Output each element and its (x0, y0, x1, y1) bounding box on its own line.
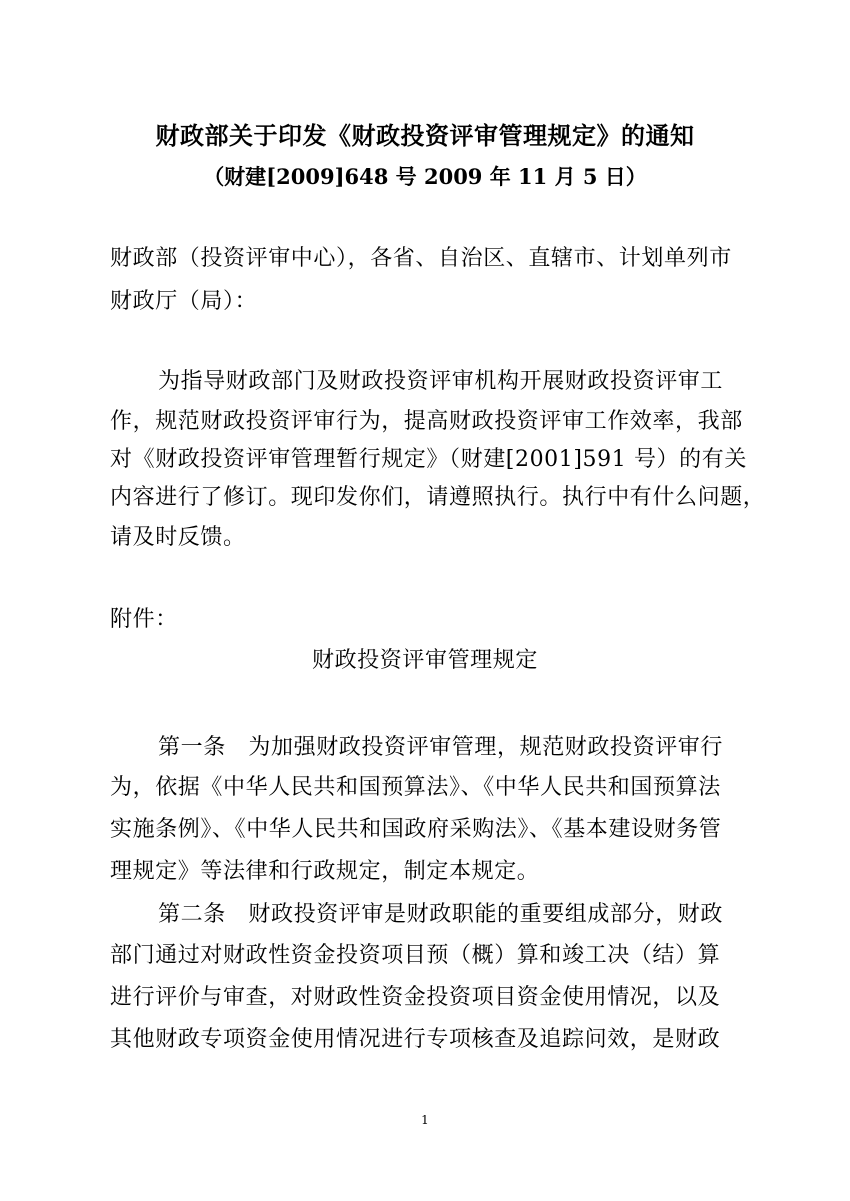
addressee-line: 财政部（投资评审中心），各省、自治区、直辖市、计划单列市 (110, 246, 732, 271)
addressee-line: 财政厅（局）： (110, 289, 258, 314)
page-number: 1 (421, 1113, 429, 1127)
article-1-line: 理规定》等法律和行政规定，制定本规定。 (110, 859, 540, 884)
article-1-line: 第一条 为加强财政投资评审管理，规范财政投资评审行 (158, 735, 724, 760)
article-1-line: 实施条例》、《中华人民共和国政府采购法》、《基本建设财务管 (110, 817, 722, 842)
intro-paragraph-line: 对《财政投资评审管理暂行规定》（财建[2001]591 号）的有关 (110, 447, 747, 472)
attachment-label: 附件： (110, 607, 178, 632)
attachment-title: 财政投资评审管理规定 (311, 648, 538, 673)
document-title: 财政部关于印发《财政投资评审管理规定》的通知 (155, 121, 695, 150)
document-subtitle: （财建[2009]648 号 2009 年 11 月 5 日） (203, 164, 647, 189)
article-1-line: 为，依据《中华人民共和国预算法》、《中华人民共和国预算法 (110, 775, 721, 800)
article-2-line: 第二条 财政投资评审是财政职能的重要组成部分，财政 (158, 902, 724, 927)
article-2-line: 其他财政专项资金使用情况进行专项核查及追踪问效，是财政 (110, 1027, 721, 1052)
article-2-line: 部门通过对财政性资金投资项目预（概）算和竣工决（结）算 (110, 943, 721, 968)
intro-paragraph-line: 为指导财政部门及财政投资评审机构开展财政投资评审工 (158, 369, 724, 394)
article-2-line: 进行评价与审查，对财政性资金投资项目资金使用情况，以及 (110, 985, 721, 1010)
intro-paragraph-line: 内容进行了修订。现印发你们，请遵照执行。执行中有什么问题， (110, 485, 766, 510)
intro-paragraph-line: 请及时反馈。 (110, 525, 246, 550)
intro-paragraph-line: 作，规范财政投资评审行为，提高财政投资评审工作效率，我部 (110, 409, 743, 434)
